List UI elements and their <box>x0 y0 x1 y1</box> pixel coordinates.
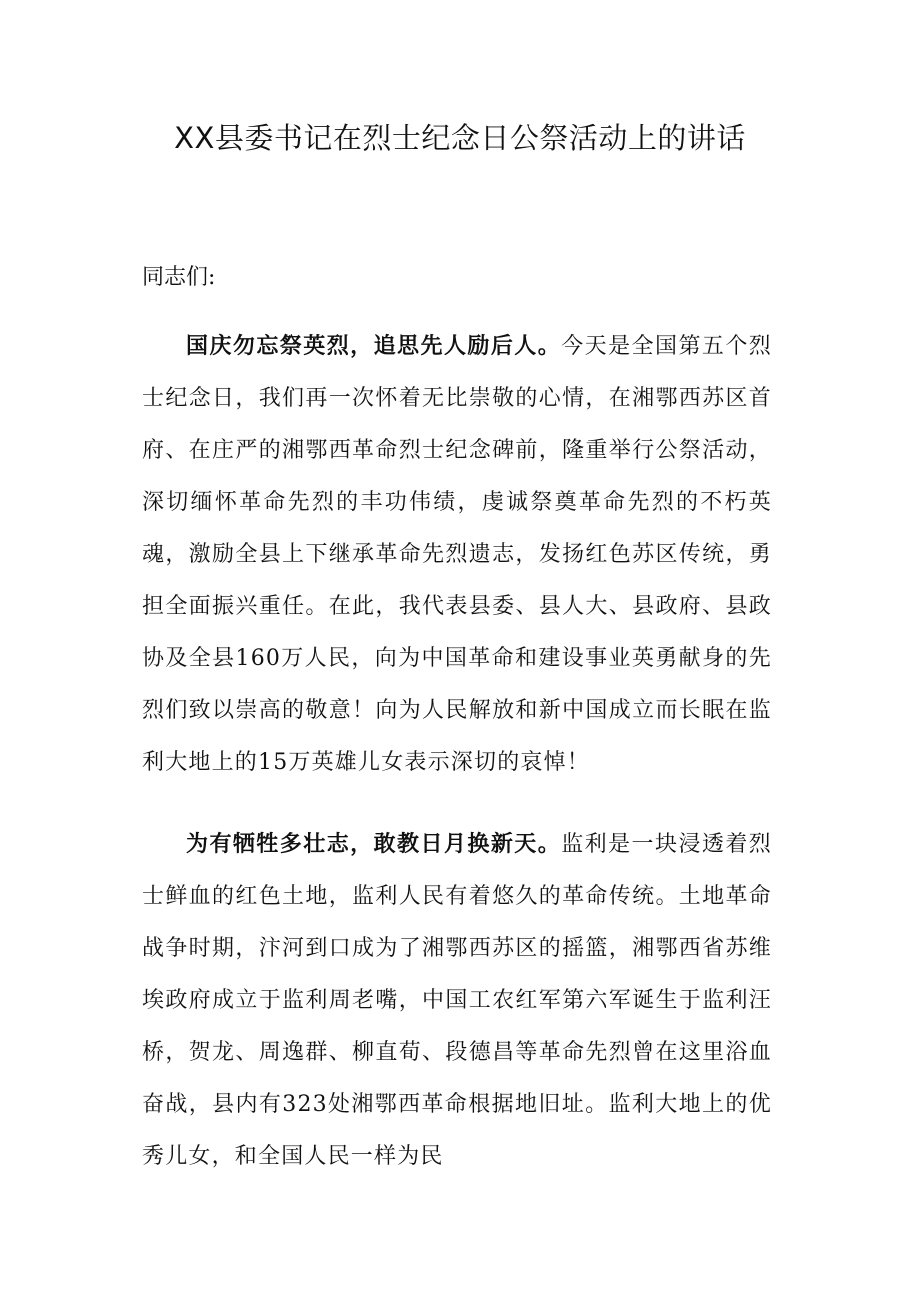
paragraph-2-lead: 为有牺牲多壮志，敢教日月换新天。 <box>186 831 562 857</box>
paragraph-2 <box>142 818 772 1183</box>
paragraph-1-body: 今天是全国第五个烈士纪念日，我们再一次怀着无比崇敬的心情，在湘鄂西苏区首府、在庄严的湘鄂西革命烈士纪念碑前，隆重举行公祭活动，深切缅怀革命先烈的丰功伟绩，虔诚祭奠革命先烈的不朽英魂，激励全县上下继承革命先烈遗志，发扬红色苏区传统，勇担全面振兴重任。在此，我代表县委、县人大、县政府、县政协及全县160万人民，向为中国革命和建设事业英勇献身的先烈们致以崇高的敬意！向为人民解放和新中国成立而长眠在监利大地上的15万英雄儿女表示深切的哀悼！ <box>142 334 772 775</box>
paragraph-1 <box>142 320 772 789</box>
salutation: 同志们: <box>142 265 216 290</box>
document-title: XX县委书记在烈士纪念日公祭活动上的讲话 <box>174 121 746 155</box>
paragraph-2-body: 监利是一块浸透着烈士鲜血的红色土地，监利人民有着悠久的革命传统。土地革命战争时期，汴河到口成为了湘鄂西苏区的摇篮，湘鄂西省苏维埃政府成立于监利周老嘴，中国工农红军第六军诞生于监利汪桥，贺龙、周逸群、柳直荀、段德昌等革命先烈曾在这里浴血奋战，县内有323处湘鄂西革命根据地旧址。监利大地上的优秀儿女，和全国人民一样为民 <box>142 832 772 1169</box>
paragraph-1-lead: 国庆勿忘祭英烈，追思先人励后人。 <box>186 333 562 359</box>
